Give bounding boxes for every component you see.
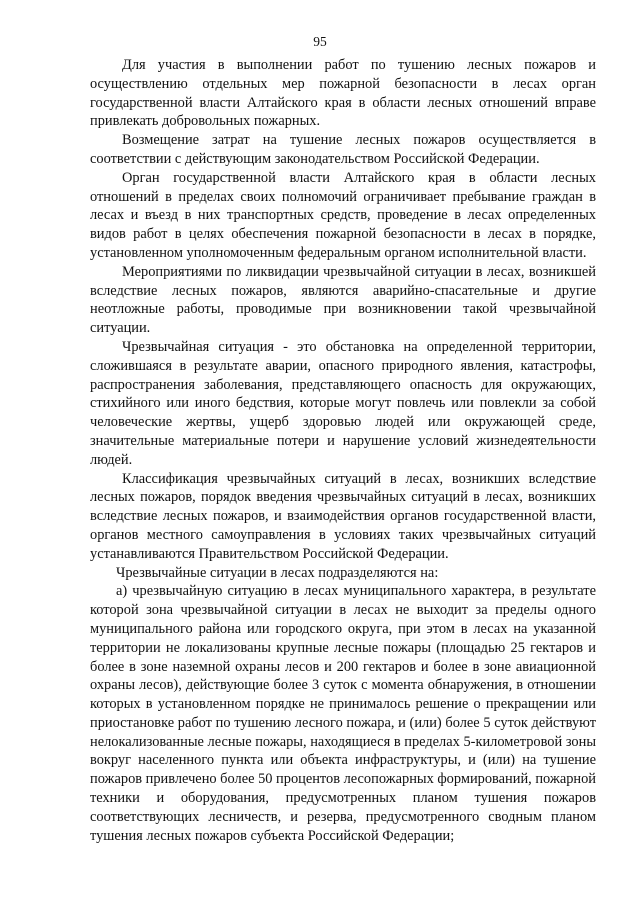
paragraph-emergency-measures: Мероприятиями по ликвидации чрезвычайной ситуации в лесах, возникшей вследствие лесных пожаров, являются аварийно-спасательные и другие неотложные работы, проводимые при возникновении такой чрезвычайной ситуации. [90,263,596,337]
paragraph-access-restriction: Орган государственной власти Алтайского края в области лесных отношений в пределах своих полномочий ограничивает пребывание граждан в лесах и въезд в них транспортных средств, проведение в лесах определенных видов работ в целях обеспечения пожарной безопасности в лесах в порядке, установленном уполномоченным федеральным органом исполнительной власти. [90,169,596,261]
paragraph-emergency-classification: Классификация чрезвычайных ситуаций в лесах, возникших вследствие лесных пожаров, порядок введения чрезвычайных ситуаций в лесах, возникших вследствие лесных пожаров, и взаимодействия органов государственной власти, органов местного самоуправления в условиях таких чрезвычайных ситуаций устанавливаются Правительством Российской Федерации. [90,470,596,562]
list-item-municipal-emergency: а) чрезвычайную ситуацию в лесах муниципального характера, в результате которой зона чрезвычайной ситуации в лесах не выходит за пределы одного муниципального района или городского округа, при этом в лесах на указанной территории не локализованы крупные лесные пожары (площадью 25 гектаров и более в зоне наземной охраны лесов и 200 гектаров и более в зоне авиационной охраны лесов), действующие более 3 суток с момента обнаружения, в отношении которых в установленном порядке не принималось решение о прекращении или приостановке работ по тушению лесного пожара, и (или) более 5 суток действуют нелокализованные лесные пожары, находящиеся в пределах 5-километровой зоны вокруг населенного пункта или объекта инфраструктуры, и (или) на тушение пожаров привлечено более 50 процентов лесопожарных формирований, пожарной техники и оборудования, предусмотренных планом тушения пожаров соответствующих лесничеств, и резерва, предусмотренного сводным планом тушения лесных пожаров субъекта Российской Федерации; [90,583,597,844]
paragraph-emergency-types-intro: Чрезвычайные ситуации в лесах подразделяются на: [116,564,439,581]
paragraph-emergency-definition: Чрезвычайная ситуация - это обстановка на определенной территории, сложившаяся в результате аварии, опасного природного явления, катастрофы, распространения заболевания, представляющего опасность для окружающих, стихийного или иного бедствия, которые могут повлечь или повлекли за собой человеческие жертвы, ущерб здоровью людей или окружающей среде, значительные материальные потери и нарушение условий жизнедеятельности людей. [90,338,596,468]
paragraph-volunteer-firefighters: Для участия в выполнении работ по тушению лесных пожаров и осуществлению отдельных мер пожарной безопасности в лесах орган государственной власти Алтайского края в области лесных отношений вправе привлекать добровольных пожарных. [90,57,596,130]
page-number: 95 [313,34,327,49]
paragraph-cost-reimbursement: Возмещение затрат на тушение лесных пожаров осуществляется в соответствии с действующим законодательством Российской Федерации. [90,132,596,167]
page-body [90,56,596,845]
